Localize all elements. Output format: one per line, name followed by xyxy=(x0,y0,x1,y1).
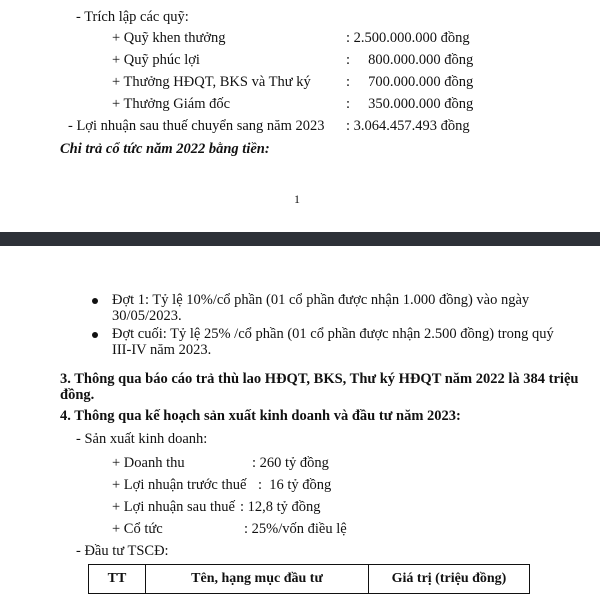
column-header-tt: TT xyxy=(89,565,146,594)
section-4-title: 4. Thông qua kế hoạch sản xuất kinh doanh và đầu tư năm 2023: xyxy=(60,408,461,424)
profit-transfer-value: : 3.064.457.493 đồng xyxy=(346,118,470,134)
fund-item-value: : 350.000.000 đồng xyxy=(346,96,474,112)
plan-item-label: + Doanh thu xyxy=(112,455,185,471)
plan-item-label: + Lợi nhuận trước thuế xyxy=(112,477,247,493)
payment-phase-1: Đợt 1: Tỷ lệ 10%/cổ phần (01 cổ phần được nhận 1.000 đồng) vào ngày xyxy=(112,292,530,308)
page-divider xyxy=(0,232,600,246)
payment-phase-final-period: III-IV năm 2023. xyxy=(112,342,212,358)
fund-item-value: : 700.000.000 đồng xyxy=(346,74,474,90)
table-header-row xyxy=(89,565,530,594)
payment-phase-1-date: 30/05/2023. xyxy=(112,308,182,324)
investment-table xyxy=(88,564,530,594)
tscd-heading: - Đầu tư TSCĐ: xyxy=(76,543,169,559)
fund-item-label: + Quỹ phúc lợi xyxy=(112,52,200,68)
plan-item-label: + Cổ tức xyxy=(112,521,163,537)
sxkd-heading: - Sản xuất kinh doanh: xyxy=(76,431,208,447)
page-number: 1 xyxy=(294,192,300,206)
payment-phase-final: Đợt cuối: Tỷ lệ 25% /cổ phần (01 cổ phần được nhận 2.500 đồng) trong quý xyxy=(112,326,554,342)
fund-allocation-heading: - Trích lập các quỹ: xyxy=(76,9,189,25)
fund-item-label: + Thưởng HĐQT, BKS và Thư ký xyxy=(112,74,311,90)
fund-item-value: : 2.500.000.000 đồng xyxy=(346,30,470,46)
plan-item-value: : 25%/vốn điều lệ xyxy=(244,521,347,537)
plan-item-value: : 260 tỷ đồng xyxy=(252,455,329,471)
section-3-title: 3. Thông qua báo cáo trả thù lao HĐQT, BKS, Thư ký HĐQT năm 2022 là 384 triệu xyxy=(60,371,579,387)
bullet-dot xyxy=(92,298,98,304)
column-header-investment-item: Tên, hạng mục đầu tư xyxy=(146,565,369,594)
fund-item-label: + Thưởng Giám đốc xyxy=(112,96,231,112)
fund-item-value: : 800.000.000 đồng xyxy=(346,52,474,68)
plan-item-label: + Lợi nhuận sau thuế xyxy=(112,499,235,515)
document-page-2 xyxy=(0,246,600,600)
section-3-title-cont: đồng. xyxy=(60,387,95,403)
plan-item-value: : 16 tỷ đồng xyxy=(258,477,332,493)
bullet-dot xyxy=(92,332,98,338)
document-page-1 xyxy=(0,0,600,232)
dividend-heading: Chi trả cổ tức năm 2022 bằng tiền: xyxy=(60,141,270,157)
profit-transfer-label: - Lợi nhuận sau thuế chuyển sang năm 2023 xyxy=(68,118,325,134)
column-header-value: Giá trị (triệu đồng) xyxy=(369,565,530,594)
plan-item-value: : 12,8 tỷ đồng xyxy=(240,499,321,515)
fund-item-label: + Quỹ khen thưởng xyxy=(112,30,226,46)
